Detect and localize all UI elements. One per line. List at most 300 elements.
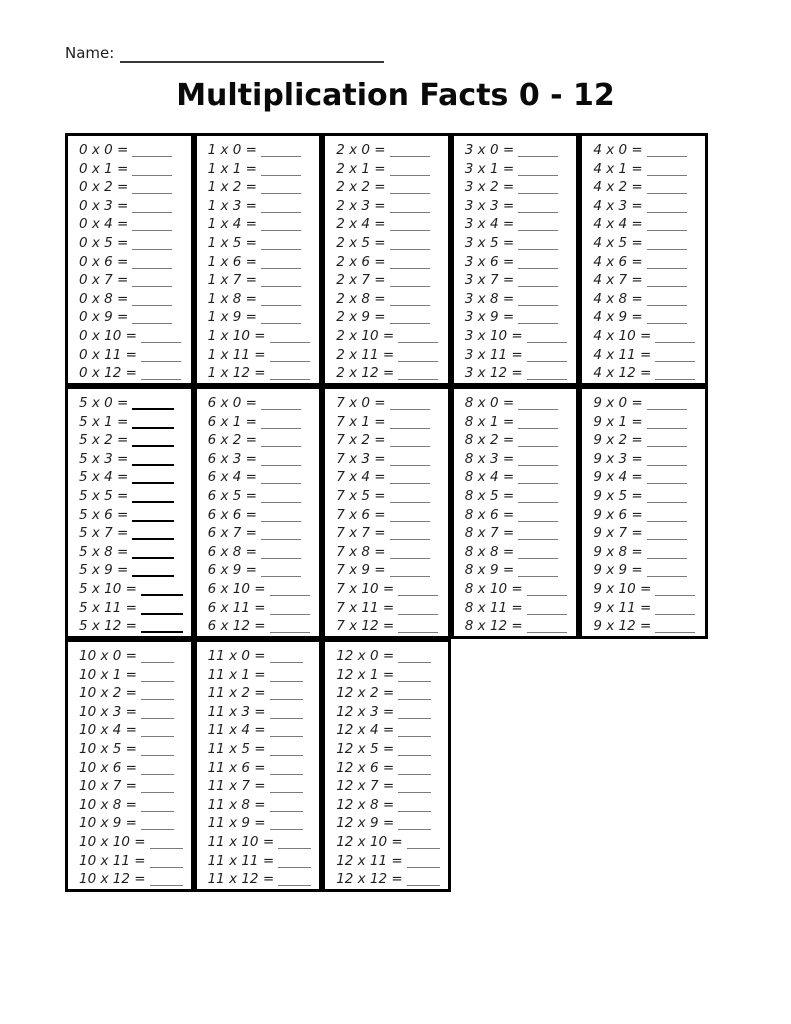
answer-blank[interactable] (647, 399, 687, 410)
fact-line (465, 253, 573, 272)
fact-line (593, 197, 701, 216)
answer-blank[interactable] (390, 183, 430, 194)
answer-blank[interactable] (390, 529, 430, 540)
fact-line (465, 234, 573, 253)
answer-blank[interactable] (261, 313, 301, 324)
fact-label: 9 x 5 = (593, 487, 643, 504)
fact-label: 2 x 7 = (336, 272, 386, 289)
fact-label: 8 x 12 = (464, 618, 523, 635)
fact-label: 10 x 12 = (79, 871, 146, 888)
answer-blank[interactable] (655, 332, 695, 343)
fact-label: 5 x 0 = (79, 395, 129, 411)
fact-line (465, 271, 573, 290)
answer-blank[interactable] (270, 801, 303, 812)
answer-blank[interactable] (132, 220, 172, 231)
fact-label: 9 x 7 = (593, 525, 643, 542)
fact-label: 2 x 1 = (336, 160, 386, 177)
answer-blank[interactable] (398, 801, 431, 812)
answer-blank[interactable] (390, 566, 430, 577)
fact-line (336, 346, 444, 365)
answer-blank[interactable] (270, 622, 310, 633)
fact-line (593, 271, 701, 290)
answer-blank[interactable] (141, 819, 174, 830)
fact-line (79, 364, 187, 383)
answer-blank[interactable] (390, 473, 430, 484)
fact-line (465, 346, 573, 365)
answer-blank[interactable] (647, 183, 687, 194)
fact-line (208, 364, 316, 383)
fact-line (79, 777, 187, 796)
answer-blank[interactable] (527, 332, 567, 343)
fact-line (79, 617, 187, 636)
answer-blank[interactable] (132, 276, 172, 287)
fact-line (465, 468, 573, 487)
answer-blank[interactable] (398, 369, 438, 380)
fact-line (208, 506, 316, 525)
answer-blank[interactable] (132, 547, 174, 559)
answer-blank[interactable] (132, 313, 172, 324)
answer-blank[interactable] (518, 548, 558, 559)
answer-blank[interactable] (390, 511, 430, 522)
answer-blank[interactable] (132, 258, 172, 269)
fact-line (593, 290, 701, 309)
answer-blank[interactable] (270, 652, 303, 663)
fact-line (465, 290, 573, 309)
answer-blank[interactable] (398, 764, 431, 775)
fact-label: 6 x 3 = (207, 450, 257, 467)
answer-blank[interactable] (141, 332, 181, 343)
fact-line (336, 394, 444, 413)
fact-line (336, 431, 444, 450)
answer-blank[interactable] (647, 548, 687, 559)
answer-blank[interactable] (518, 566, 558, 577)
answer-blank[interactable] (270, 782, 303, 793)
fact-label: 0 x 3 = (79, 197, 129, 214)
answer-blank[interactable] (647, 455, 687, 466)
answer-blank[interactable] (518, 455, 558, 466)
answer-blank[interactable] (132, 183, 172, 194)
answer-blank[interactable] (141, 764, 174, 775)
answer-blank[interactable] (278, 875, 311, 886)
answer-blank[interactable] (518, 295, 558, 306)
answer-blank[interactable] (398, 652, 431, 663)
answer-blank[interactable] (132, 239, 172, 250)
answer-blank[interactable] (527, 585, 567, 596)
fact-line (208, 617, 316, 636)
answer-blank[interactable] (398, 622, 438, 633)
answer-blank[interactable] (518, 276, 558, 287)
answer-blank[interactable] (132, 398, 174, 410)
answer-blank[interactable] (141, 369, 181, 380)
answer-blank[interactable] (270, 726, 303, 737)
answer-blank[interactable] (141, 782, 174, 793)
answer-blank[interactable] (132, 165, 172, 176)
answer-blank[interactable] (647, 313, 687, 324)
worksheet-grid (65, 133, 708, 892)
answer-blank[interactable] (647, 295, 687, 306)
fact-cell-2 (322, 133, 451, 386)
fact-cell-3 (451, 133, 580, 386)
answer-blank[interactable] (518, 183, 558, 194)
fact-label: 0 x 6 = (79, 253, 129, 270)
answer-blank[interactable] (647, 146, 687, 157)
fact-label: 0 x 12 = (79, 365, 137, 382)
fact-cell-0 (65, 133, 194, 386)
answer-blank[interactable] (270, 708, 303, 719)
fact-label: 5 x 4 = (79, 469, 129, 486)
answer-blank[interactable] (141, 708, 174, 719)
fact-line (79, 431, 187, 450)
fact-line (79, 394, 187, 413)
fact-label: 10 x 9 = (79, 815, 137, 832)
fact-label: 4 x 12 = (593, 365, 652, 382)
fact-label: 12 x 3 = (336, 703, 395, 720)
fact-label: 7 x 11 = (336, 599, 395, 616)
answer-blank[interactable] (398, 782, 431, 793)
fact-line (79, 450, 187, 469)
answer-blank[interactable] (270, 689, 303, 700)
answer-blank[interactable] (398, 819, 431, 830)
answer-blank[interactable] (390, 239, 430, 250)
answer-blank[interactable] (132, 472, 174, 484)
answer-blank[interactable] (390, 258, 430, 269)
fact-label: 2 x 10 = (336, 327, 395, 344)
answer-blank[interactable] (518, 418, 558, 429)
answer-blank[interactable] (150, 857, 183, 868)
answer-blank[interactable] (261, 146, 301, 157)
answer-blank[interactable] (261, 436, 301, 447)
answer-blank[interactable] (518, 473, 558, 484)
fact-line (593, 394, 701, 413)
answer-blank[interactable] (398, 708, 431, 719)
fact-label: 6 x 9 = (207, 562, 257, 579)
fact-cell-4 (579, 133, 708, 386)
fact-line (208, 599, 316, 618)
fact-line (79, 234, 187, 253)
fact-line (79, 543, 187, 562)
fact-line (336, 740, 444, 759)
answer-blank[interactable] (647, 418, 687, 429)
fact-label: 4 x 5 = (593, 234, 643, 251)
fact-label: 4 x 0 = (593, 142, 643, 158)
fact-line (336, 327, 444, 346)
answer-blank[interactable] (141, 652, 174, 663)
answer-blank[interactable] (518, 220, 558, 231)
answer-blank[interactable] (398, 351, 438, 362)
fact-line (208, 666, 316, 685)
answer-blank[interactable] (390, 202, 430, 213)
answer-blank[interactable] (647, 436, 687, 447)
answer-blank[interactable] (518, 399, 558, 410)
fact-line (79, 721, 187, 740)
fact-line (208, 487, 316, 506)
answer-blank[interactable] (132, 528, 174, 540)
fact-line (336, 215, 444, 234)
answer-blank[interactable] (132, 435, 174, 447)
answer-blank[interactable] (261, 183, 301, 194)
fact-line (593, 215, 701, 234)
fact-label: 6 x 0 = (207, 395, 257, 411)
name-row (65, 44, 384, 63)
fact-line (79, 852, 187, 871)
answer-blank[interactable] (270, 369, 310, 380)
answer-blank[interactable] (390, 492, 430, 503)
answer-blank[interactable] (261, 276, 301, 287)
answer-blank[interactable] (527, 369, 567, 380)
answer-blank[interactable] (647, 202, 687, 213)
fact-line (465, 599, 573, 618)
fact-label: 2 x 9 = (336, 309, 386, 326)
fact-line (465, 524, 573, 543)
answer-blank[interactable] (527, 622, 567, 633)
fact-line (465, 413, 573, 432)
answer-blank[interactable] (390, 165, 430, 176)
fact-label: 0 x 4 = (79, 216, 129, 233)
fact-label: 6 x 2 = (207, 432, 257, 449)
fact-line (79, 524, 187, 543)
answer-blank[interactable] (270, 764, 303, 775)
answer-blank[interactable] (270, 604, 310, 615)
answer-blank[interactable] (647, 566, 687, 577)
fact-label: 7 x 3 = (336, 450, 386, 467)
answer-blank[interactable] (390, 418, 430, 429)
fact-cell-9 (579, 386, 708, 639)
answer-blank[interactable] (261, 399, 301, 410)
fact-line (465, 197, 573, 216)
fact-label: 4 x 4 = (593, 216, 643, 233)
fact-line (465, 327, 573, 346)
answer-blank[interactable] (398, 585, 438, 596)
fact-label: 11 x 7 = (207, 778, 266, 795)
fact-line (336, 413, 444, 432)
answer-blank[interactable] (655, 622, 695, 633)
answer-blank[interactable] (141, 584, 183, 596)
answer-blank[interactable] (278, 857, 311, 868)
fact-label: 6 x 12 = (207, 618, 266, 635)
answer-blank[interactable] (132, 491, 174, 503)
answer-blank[interactable] (647, 511, 687, 522)
answer-blank[interactable] (261, 529, 301, 540)
fact-line (465, 141, 573, 160)
answer-blank[interactable] (390, 399, 430, 410)
answer-blank[interactable] (655, 604, 695, 615)
answer-blank[interactable] (655, 369, 695, 380)
answer-blank[interactable] (390, 548, 430, 559)
fact-label: 8 x 1 = (464, 413, 515, 430)
answer-blank[interactable] (150, 875, 183, 886)
fact-line (208, 796, 316, 815)
answer-blank[interactable] (141, 689, 174, 700)
answer-blank[interactable] (647, 165, 687, 176)
fact-line (208, 178, 316, 197)
answer-blank[interactable] (141, 726, 174, 737)
answer-blank[interactable] (518, 313, 558, 324)
answer-blank[interactable] (398, 604, 438, 615)
fact-label: 11 x 2 = (207, 685, 266, 702)
answer-blank[interactable] (270, 745, 303, 756)
fact-label: 2 x 11 = (336, 346, 395, 363)
fact-label: 1 x 2 = (207, 179, 257, 196)
answer-blank[interactable] (141, 621, 183, 633)
fact-label: 7 x 7 = (336, 525, 386, 542)
answer-blank[interactable] (647, 492, 687, 503)
fact-label: 11 x 3 = (207, 703, 266, 720)
answer-blank[interactable] (261, 492, 301, 503)
answer-blank[interactable] (261, 295, 301, 306)
fact-label: 7 x 10 = (336, 580, 395, 597)
fact-label: 4 x 9 = (593, 309, 643, 326)
answer-blank[interactable] (270, 585, 310, 596)
answer-blank[interactable] (261, 418, 301, 429)
fact-line (208, 852, 316, 871)
answer-blank[interactable] (518, 146, 558, 157)
answer-blank[interactable] (150, 838, 183, 849)
answer-blank[interactable] (261, 239, 301, 250)
answer-blank[interactable] (141, 603, 183, 615)
answer-blank[interactable] (132, 295, 172, 306)
answer-blank[interactable] (655, 351, 695, 362)
fact-line (336, 160, 444, 179)
answer-blank[interactable] (132, 454, 174, 466)
fact-line (79, 796, 187, 815)
answer-blank[interactable] (647, 239, 687, 250)
answer-blank[interactable] (407, 875, 440, 886)
answer-blank[interactable] (261, 258, 301, 269)
fact-line (79, 413, 187, 432)
answer-blank[interactable] (270, 671, 303, 682)
answer-blank[interactable] (390, 436, 430, 447)
answer-blank[interactable] (261, 220, 301, 231)
fact-line (336, 197, 444, 216)
fact-label: 9 x 3 = (593, 450, 643, 467)
answer-blank[interactable] (390, 220, 430, 231)
answer-blank[interactable] (518, 511, 558, 522)
answer-blank[interactable] (132, 565, 174, 577)
answer-blank[interactable] (278, 838, 311, 849)
answer-blank[interactable] (261, 473, 301, 484)
fact-line (336, 777, 444, 796)
fact-label: 11 x 11 = (207, 852, 275, 869)
answer-blank[interactable] (141, 801, 174, 812)
answer-blank[interactable] (141, 671, 174, 682)
answer-blank[interactable] (132, 510, 174, 522)
answer-blank[interactable] (518, 436, 558, 447)
fact-label: 6 x 5 = (207, 487, 257, 504)
answer-blank[interactable] (261, 165, 301, 176)
answer-blank[interactable] (398, 726, 431, 737)
fact-label: 1 x 9 = (207, 309, 257, 326)
fact-line (593, 450, 701, 469)
fact-label: 10 x 0 = (79, 648, 137, 664)
answer-blank[interactable] (518, 239, 558, 250)
fact-line (208, 524, 316, 543)
fact-label: 7 x 4 = (336, 469, 386, 486)
answer-blank[interactable] (390, 295, 430, 306)
answer-blank[interactable] (261, 202, 301, 213)
answer-blank[interactable] (647, 258, 687, 269)
answer-blank[interactable] (398, 689, 431, 700)
answer-blank[interactable] (261, 566, 301, 577)
answer-blank[interactable] (390, 455, 430, 466)
answer-blank[interactable] (527, 351, 567, 362)
fact-label: 0 x 2 = (79, 179, 129, 196)
fact-line (336, 759, 444, 778)
fact-label: 10 x 11 = (79, 852, 146, 869)
answer-blank[interactable] (647, 220, 687, 231)
fact-label: 1 x 12 = (207, 365, 266, 382)
answer-blank[interactable] (390, 276, 430, 287)
answer-blank[interactable] (518, 165, 558, 176)
fact-label: 12 x 8 = (336, 796, 395, 813)
fact-line (465, 580, 573, 599)
fact-label: 10 x 8 = (79, 796, 137, 813)
fact-line (208, 290, 316, 309)
fact-line (208, 160, 316, 179)
answer-blank[interactable] (261, 511, 301, 522)
name-input-line[interactable] (120, 45, 384, 63)
answer-blank[interactable] (518, 258, 558, 269)
answer-blank[interactable] (407, 857, 440, 868)
fact-label: 7 x 9 = (336, 562, 386, 579)
answer-blank[interactable] (261, 548, 301, 559)
answer-blank[interactable] (270, 351, 310, 362)
fact-line (336, 721, 444, 740)
fact-line (79, 271, 187, 290)
answer-blank[interactable] (270, 332, 310, 343)
fact-label: 9 x 0 = (593, 395, 643, 411)
answer-blank[interactable] (647, 529, 687, 540)
answer-blank[interactable] (398, 332, 438, 343)
fact-label: 12 x 1 = (336, 666, 395, 683)
answer-blank[interactable] (398, 745, 431, 756)
fact-label: 0 x 11 = (79, 346, 137, 363)
fact-label: 3 x 2 = (464, 179, 515, 196)
fact-line (593, 308, 701, 327)
answer-blank[interactable] (261, 455, 301, 466)
fact-label: 3 x 9 = (464, 309, 515, 326)
fact-line (593, 599, 701, 618)
fact-label: 1 x 6 = (207, 253, 257, 270)
answer-blank[interactable] (518, 202, 558, 213)
fact-line (208, 647, 316, 666)
answer-blank[interactable] (132, 146, 172, 157)
answer-blank[interactable] (141, 745, 174, 756)
fact-label: 1 x 1 = (207, 160, 257, 177)
answer-blank[interactable] (132, 417, 174, 429)
answer-blank[interactable] (518, 492, 558, 503)
answer-blank[interactable] (398, 671, 431, 682)
fact-line (336, 290, 444, 309)
fact-label: 0 x 5 = (79, 234, 129, 251)
answer-blank[interactable] (518, 529, 558, 540)
answer-blank[interactable] (141, 351, 181, 362)
answer-blank[interactable] (132, 202, 172, 213)
fact-line (79, 290, 187, 309)
answer-blank[interactable] (390, 146, 430, 157)
answer-blank[interactable] (407, 838, 440, 849)
answer-blank[interactable] (655, 585, 695, 596)
answer-blank[interactable] (390, 313, 430, 324)
answer-blank[interactable] (647, 276, 687, 287)
answer-blank[interactable] (527, 604, 567, 615)
fact-label: 5 x 2 = (79, 432, 129, 449)
answer-blank[interactable] (647, 473, 687, 484)
fact-label: 0 x 1 = (79, 160, 129, 177)
fact-label: 9 x 1 = (593, 413, 643, 430)
fact-label: 5 x 12 = (79, 618, 137, 635)
answer-blank[interactable] (270, 819, 303, 830)
fact-label: 1 x 5 = (207, 234, 257, 251)
